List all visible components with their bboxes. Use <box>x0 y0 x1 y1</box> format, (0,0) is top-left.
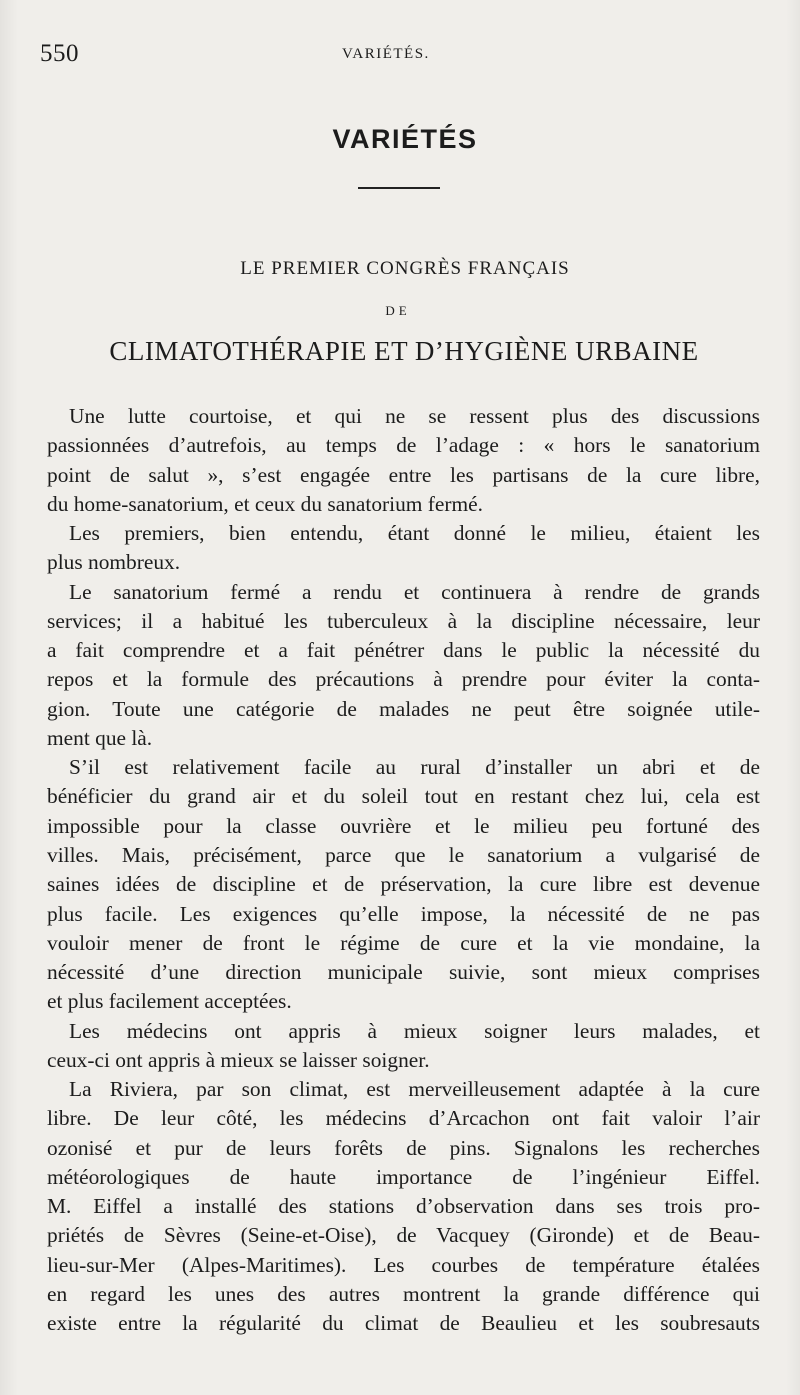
text-line: M. Eiffel a installé des stations d’observation dans ses trois pro- <box>47 1194 760 1219</box>
page-number: 550 <box>40 40 79 67</box>
text-line: repos et la formule des précautions à prendre pour éviter la conta- <box>47 667 760 692</box>
text-line: existe entre la régularité du climat de Beaulieu et les soubresauts <box>47 1311 760 1336</box>
text-line: La Riviera, par son climat, est merveilleusement adaptée à la cure <box>69 1077 760 1102</box>
text-line: gion. Toute une catégorie de malades ne peut être soignée utile- <box>47 696 760 721</box>
running-title: VARIÉTÉS. <box>342 46 430 62</box>
text-line: priétés de Sèvres (Seine-et-Oise), de Vacquey (Gironde) et de Beau- <box>47 1223 760 1248</box>
text-line: services; il a habitué les tuberculeux à la discipline nécessaire, leur <box>47 608 760 633</box>
title-rule <box>358 187 440 189</box>
text-line: Les premiers, bien entendu, étant donné le milieu, étaient les <box>69 521 760 546</box>
text-line: ment que là. <box>47 725 153 750</box>
text-line: bénéficier du grand air et du soleil tout en restant chez lui, cela est <box>47 784 760 809</box>
text-line: ozonisé et pur de leurs forêts de pins. Signalons les recherches <box>47 1135 760 1160</box>
body-text <box>47 402 760 1339</box>
text-line: S’il est relativement facile au rural d’installer un abri et de <box>69 755 760 780</box>
text-line: plus facile. Les exigences qu’elle impose, la nécessité de ne pas <box>47 901 760 926</box>
text-line: en regard les unes des autres montrent la grande différence qui <box>47 1281 760 1306</box>
text-line: point de salut », s’est engagée entre les partisans de la cure libre, <box>47 462 760 487</box>
text-line: passionnées d’autrefois, au temps de l’adage : « hors le sanatorium <box>47 433 760 458</box>
article-title-line2: DE <box>385 303 411 318</box>
text-line: nécessité d’une direction municipale suivie, sont mieux comprises <box>47 960 760 985</box>
text-line: vouloir mener de front le régime de cure et la vie mondaine, la <box>47 930 760 955</box>
text-line: plus nombreux. <box>47 550 181 575</box>
text-line: météorologiques de haute importance de l’ingénieur Eiffel. <box>47 1164 760 1189</box>
text-line: et plus facilement acceptées. <box>47 989 292 1014</box>
text-line: Le sanatorium fermé a rendu et continuera à rendre de grands <box>69 579 760 604</box>
text-line: saines idées de discipline et de préservation, la cure libre est devenue <box>47 872 760 897</box>
text-line: Une lutte courtoise, et qui ne se ressent plus des discussions <box>69 404 760 428</box>
text-line: lieu-sur-Mer (Alpes-Maritimes). Les courbes de température étalées <box>47 1252 760 1277</box>
text-line: ceux-ci ont appris à mieux se laisser soigner. <box>47 1047 430 1072</box>
text-line: libre. De leur côté, les médecins d’Arcachon ont fait valoir l’air <box>47 1106 760 1131</box>
article-title-line1: LE PREMIER CONGRÈS FRANÇAIS <box>240 258 570 279</box>
text-line: impossible pour la classe ouvrière et le milieu peu fortuné des <box>47 813 760 838</box>
text-line: villes. Mais, précisément, parce que le sanatorium a vulgarisé de <box>47 842 760 867</box>
section-title: VARIÉTÉS <box>332 124 478 154</box>
text-line: Les médecins ont appris à mieux soigner leurs malades, et <box>69 1018 760 1043</box>
text-line: du home-sanatorium, et ceux du sanatorium fermé. <box>47 491 483 516</box>
running-head <box>40 40 760 70</box>
article-title-line3: CLIMATOTHÉRAPIE ET D’HYGIÈNE URBAINE <box>109 336 699 366</box>
text-line: a fait comprendre et a fait pénétrer dans le public la nécessité du <box>47 638 760 663</box>
